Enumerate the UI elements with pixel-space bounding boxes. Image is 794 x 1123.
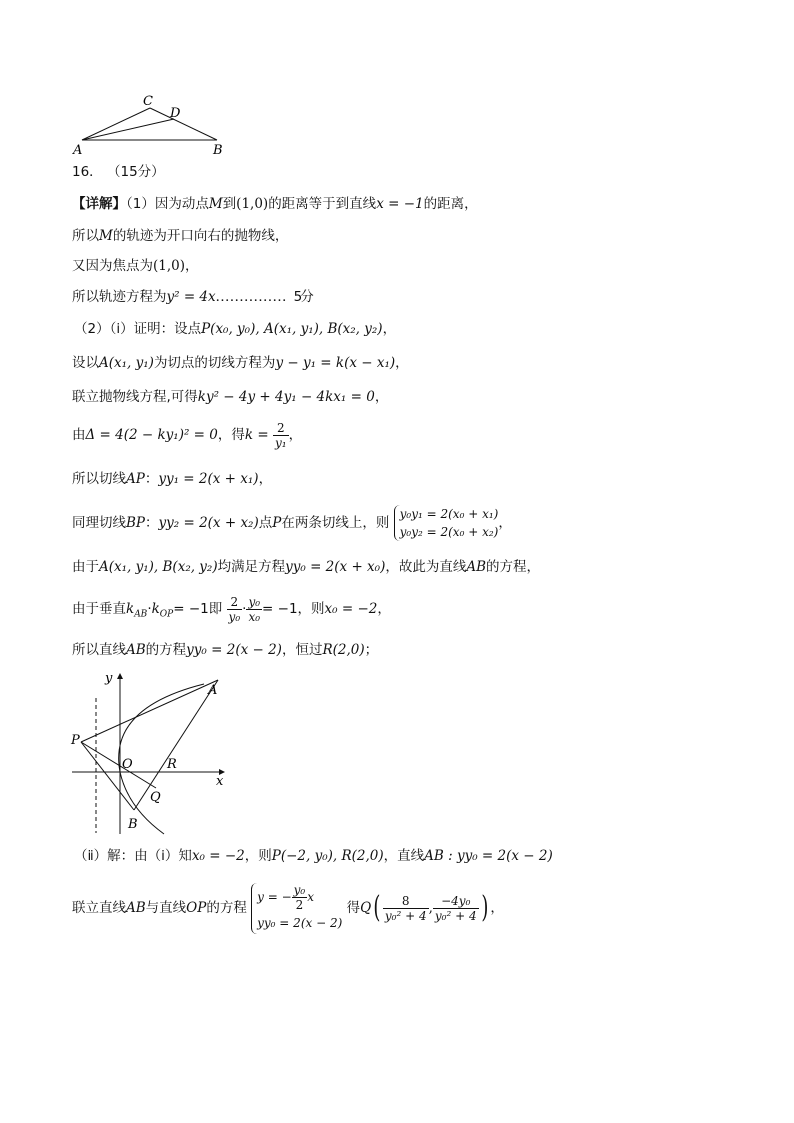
equation-system-2: y = − $\frac{\text{y₀}}{2}$ x yy₀ = 2(x − 2) — [251, 883, 342, 934]
score-dots: ．．．．．．．．．．．．．．．5分 — [215, 289, 312, 305]
label-A: A — [208, 683, 218, 698]
fraction-y0-over-x0: $\frac{\text{y₀}}{\text{x₀}}$ — [248, 594, 261, 624]
line-PQ — [81, 742, 156, 788]
fraction-2-over-y0: $\frac{2}{\text{y₀}}$ — [228, 594, 241, 624]
label-D: D — [170, 106, 181, 121]
fraction-k: $\frac{2}{\text{y₁}}$ — [274, 420, 287, 450]
label-C: C — [143, 94, 153, 109]
line-2: 所以M的轨迹为开口向右的抛物线， — [72, 228, 289, 244]
line-8: 由Δ = 4(2 − ky₁)² = 0，得k = $\frac{2}{\text{y₁}}$ ， — [72, 420, 303, 450]
label-P: P — [71, 733, 80, 748]
label-B: B — [213, 143, 223, 158]
line-11: 由于A(x₁, y₁), B(x₂, y₂)均满足方程yy₀ = 2(x + x₀)，故此为直线AB的方程， — [72, 559, 541, 575]
line-4: 所以轨迹方程为y² = 4x．．．．．．．．．．．．．．．5分 — [72, 289, 312, 305]
line-10: 同理切线BP：yy₂ = 2(x + x₂)点P在两条切线上，则 y₀y₁ = 2(x₀ + x₁) y₀y₂ = 2(x₀ + x₂) ， — [72, 507, 512, 539]
tangent-PB — [81, 742, 134, 810]
line-1: 【详解】（1）因为动点M到(1,0)的距离等于到直线x = −1的距离， — [72, 196, 478, 212]
line-9: 所以切线AP：yy₁ = 2(x + x₁)， — [72, 471, 273, 487]
fraction-Qx: $\frac{8}{\text{y₀² + 4}}$ — [384, 893, 427, 923]
line-7: 联立抛物线方程,可得ky² − 4y + 4y₁ − 4kx₁ = 0， — [72, 389, 389, 405]
equation-system-1: y₀y₁ = 2(x₀ + x₁) y₀y₂ = 2(x₀ + x₂) — [394, 505, 499, 541]
line-14: （ⅱ）解：由（ⅰ）知x₀ = −2，则P(−2, y₀), R(2,0)，直线AB : yy₀ = 2(x − 2) — [74, 848, 553, 864]
line-13: 所以直线AB的方程yy₀ = 2(x − 2)，恒过R(2,0)； — [72, 642, 379, 658]
label-R: R — [167, 757, 177, 772]
line-6: 设以A(x₁, y₁)为切点的切线方程为y − y₁ = k(x − x₁)， — [72, 355, 409, 371]
label-y: y — [105, 671, 113, 686]
question-score: （15分） — [106, 164, 165, 180]
label-Q: Q — [150, 790, 161, 805]
question-header — [72, 162, 165, 182]
question-number: 16． — [72, 164, 103, 180]
line-5: （2）（ⅰ）证明：设点P(x₀, y₀), A(x₁, y₁), B(x₂, y₂)， — [74, 321, 397, 337]
label-B: B — [128, 817, 138, 832]
line-15: 联立直线AB与直线OP的方程 y = − $\frac{\text{y₀}}{2}$ x yy₀ = 2(x − 2) 得Q( $\frac{8}{\text{y₀² + 4}}$ , $\frac{\text{−4y₀}}{\text{y₀² + 4}}$ ) ， — [72, 880, 504, 936]
label-A: A — [73, 143, 83, 158]
detail-tag: 【详解】 — [72, 196, 126, 212]
label-O: O — [122, 757, 133, 772]
fraction-Qy: $\frac{\text{−4y₀}}{\text{y₀² + 4}}$ — [434, 893, 477, 923]
line-12: 由于垂直$k_{AB}\cdot k_{OP}= -1$即 $\frac{2}{\text{y₀}}$ · $\frac{\text{y₀}}{\text{x₀}}$ = −1，则x₀ = −2， — [72, 594, 391, 624]
parabola-figure — [68, 668, 238, 838]
triangle-figure — [70, 92, 240, 158]
label-x: x — [216, 774, 224, 789]
line-3: 又因为焦点为(1,0)， — [72, 258, 199, 274]
